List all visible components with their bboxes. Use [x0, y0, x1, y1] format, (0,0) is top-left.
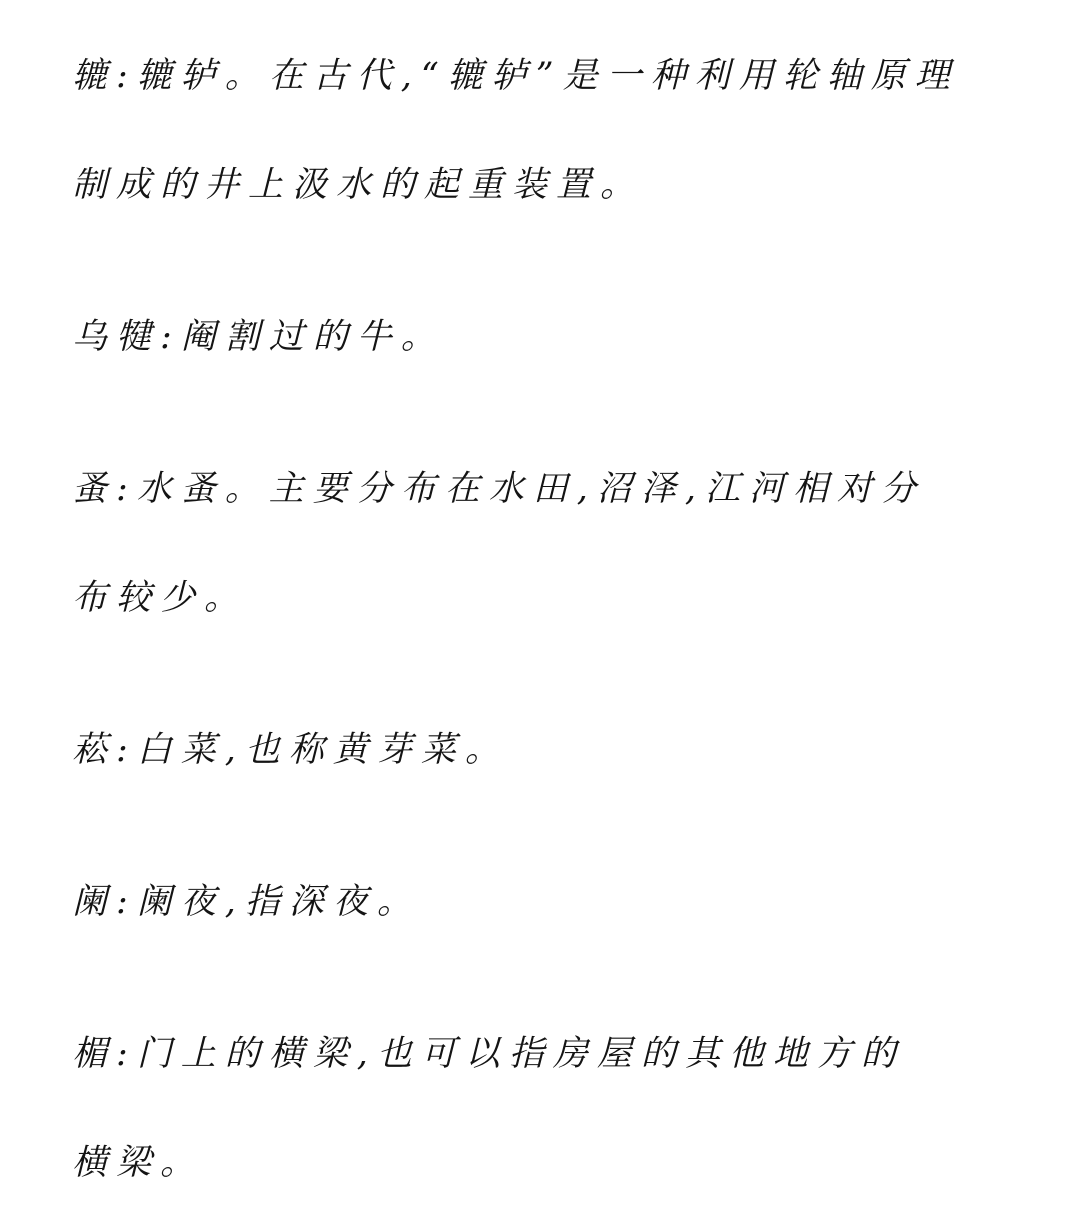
entry-line: 制成的井上汲水的起重装置。: [72, 165, 645, 205]
entry-line: 辘:辘轳。在古代,“辘轳”是一种利用轮轴原理: [72, 56, 959, 96]
glossary-entry-wujian: [72, 283, 1000, 392]
entry-line: 蚤:水蚤。主要分布在水田,沼泽,江河相对分: [72, 469, 926, 509]
glossary-entry-zao: [72, 435, 1000, 653]
entry-line: 楣:门上的横梁,也可以指房屋的其他地方的: [72, 1034, 905, 1074]
glossary-entry-lulu: [72, 22, 1000, 240]
entry-line: 横梁。: [72, 1143, 205, 1183]
entry-line: 布较少。: [72, 578, 249, 618]
glossary-entry-lan: [72, 848, 1000, 957]
entry-line: 阑:阑夜,指深夜。: [72, 882, 421, 922]
glossary-entry-song: [72, 696, 1000, 805]
entry-line: 菘:白菜,也称黄芽菜。: [72, 730, 509, 770]
glossary-entry-mei: [72, 1000, 1000, 1218]
entry-line: 乌犍:阉割过的牛。: [72, 317, 445, 357]
